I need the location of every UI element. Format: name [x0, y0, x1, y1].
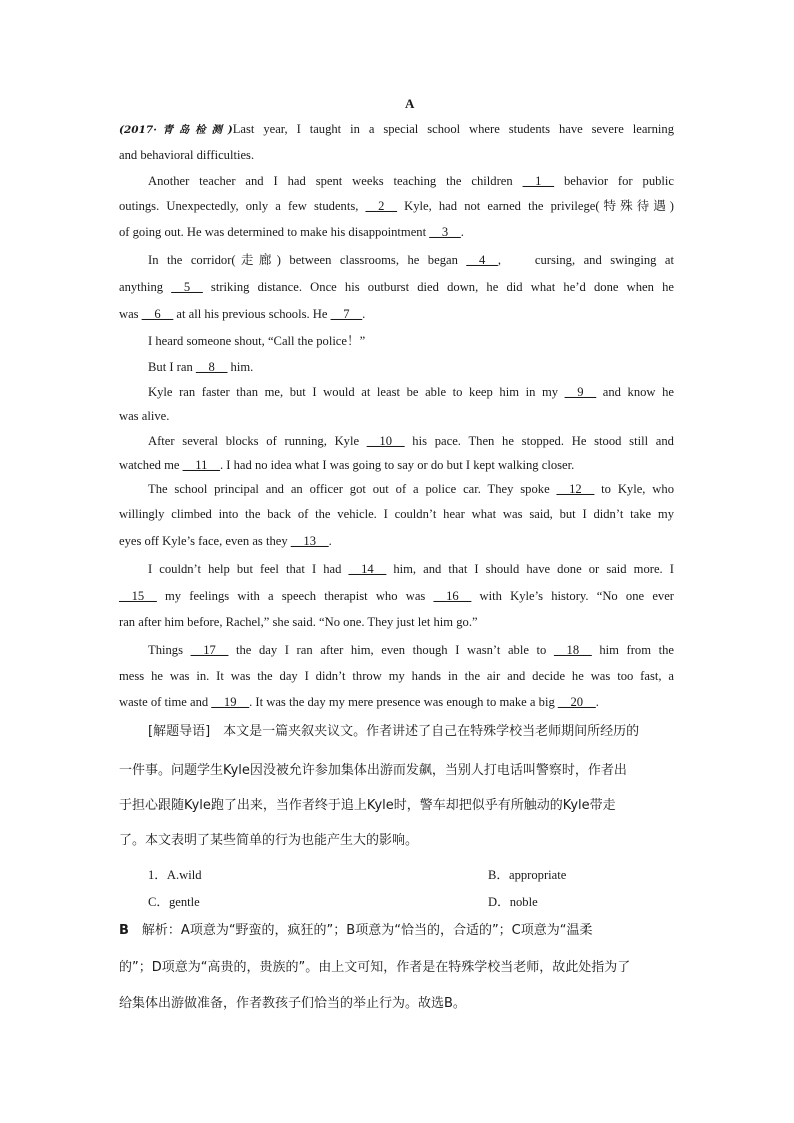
blank-17: __17__ [190, 643, 229, 657]
blank-9: __9__ [564, 385, 597, 399]
paragraph-line: (2017·青岛检测)Last year, I taught in a special school where students have severe learning [119, 122, 674, 136]
paragraph-line: was alive. [119, 409, 170, 423]
paragraph-line: Kyle ran faster than me, but I would at least be able to keep him in my __9__ and know he [148, 385, 674, 399]
paragraph-line: eyes off Kyle’s face, even as they __13__. [119, 534, 332, 548]
blank-16: __16__ [433, 589, 472, 603]
paragraph-line: The school principal and an officer got out of a police car. They spoke __12__ to Kyle, who [148, 482, 674, 496]
paragraph-line: willingly climbed into the back of the vehicle. I couldn’t hear what was said, but I didn’t take my [119, 507, 674, 521]
blank-15: __15__ [119, 589, 157, 603]
paragraph-line: ran after him before, Rachel,” she said. “No one. They just let him go.” [119, 615, 478, 629]
option-b: B．appropriate [488, 868, 567, 882]
paragraph-line: waste of time and __19__. It was the day my mere presence was enough to make a big __20__. [119, 695, 599, 709]
blank-4: __4__ [466, 253, 498, 267]
answer-letter: B [119, 923, 129, 938]
guide-line: 了。本文表明了某些简单的行为也能产生大的影响。 [119, 833, 419, 848]
paragraph-line: But I ran __8__ him. [148, 360, 254, 374]
paragraph-line: Another teacher and I had spent weeks teaching the children __1__ behavior for public [148, 174, 674, 188]
analysis-line: 的”；D项意为“高贵的，贵族的”。由上文可知，作者是在特殊学校当老师，故此处指为了 [119, 960, 631, 975]
paragraph-line: was __6__ at all his previous schools. He __7__. [119, 307, 366, 321]
paragraph-line: After several blocks of running, Kyle __10__ his pace. Then he stopped. He stood still and [148, 434, 674, 448]
option-a: 1．A.wild [148, 868, 202, 882]
passage-title: A [405, 96, 415, 111]
blank-3: __3__ [429, 225, 461, 239]
blank-14: __14__ [348, 562, 387, 576]
guide-line: 一件事。问题学生Kyle因没被允许参加集体出游而发飙，当别人打电话叫警察时，作者出 [119, 763, 627, 778]
paragraph-line: and behavioral difficulties. [119, 148, 255, 162]
analysis-line: 给集体出游做准备，作者教孩子们恰当的举止行为。故选B。 [119, 996, 466, 1011]
blank-10: __10__ [366, 434, 405, 448]
option-c: C．gentle [148, 895, 200, 909]
paragraph-line: outings. Unexpectedly, only a few students, __2__ Kyle, had not earned the privilege(特殊待遇) [119, 199, 674, 213]
analysis-line: B 解析：A项意为“野蛮的，疯狂的”；B项意为“恰当的，合适的”；C项意为“温柔 [119, 923, 593, 938]
paragraph-line: watched me __11__. I had no idea what I was going to say or do but I kept walking closer. [119, 458, 575, 472]
blank-19: __19__ [211, 695, 250, 709]
paragraph-line: anything __5__ striking distance. Once his outburst died down, he did what he’d done when he [119, 280, 674, 294]
blank-11: __11__ [182, 458, 220, 472]
paragraph-line: I heard someone shout, “Call the police！” [148, 334, 366, 348]
blank-6: __6__ [141, 307, 174, 321]
option-d: D．noble [488, 895, 538, 909]
blank-20: __20__ [557, 695, 596, 709]
paragraph-line: of going out. He was determined to make his disappointment __3__. [119, 225, 464, 239]
blank-13: __13__ [290, 534, 329, 548]
paragraph-line: I couldn’t help but feel that I had __14__ him, and that I should have done or said more. I [148, 562, 674, 576]
blank-12: __12__ [556, 482, 595, 496]
blank-1: __1__ [522, 174, 555, 188]
blank-18: __18__ [553, 643, 592, 657]
source-tag: (2017·青岛检测) [119, 124, 233, 136]
paragraph-line: mess he was in. It was the day I didn’t throw my hands in the air and decide he was too fast, a [119, 669, 674, 683]
paragraph-line: __15__ my feelings with a speech therapist who was __16__ with Kyle’s history. “No one ever [119, 589, 674, 603]
blank-2: __2__ [365, 199, 398, 213]
blank-7: __7__ [330, 307, 363, 321]
guide-line: 于担心跟随Kyle跑了出来，当作者终于追上Kyle时，警车却把似乎有所触动的Kyle带走 [119, 798, 616, 813]
blank-8: __8__ [195, 360, 228, 374]
guide-line: [解题导语] 本文是一篇夹叙夹议文。作者讲述了自己在特殊学校当老师期间所经历的 [148, 724, 640, 739]
paragraph-line: In the corridor(走廊) between classrooms, he began __4__, cursing, and swinging at [148, 253, 674, 267]
paragraph-line: Things __17__ the day I ran after him, even though I wasn’t able to __18__ him from the [148, 643, 674, 657]
blank-5: __5__ [171, 280, 203, 294]
